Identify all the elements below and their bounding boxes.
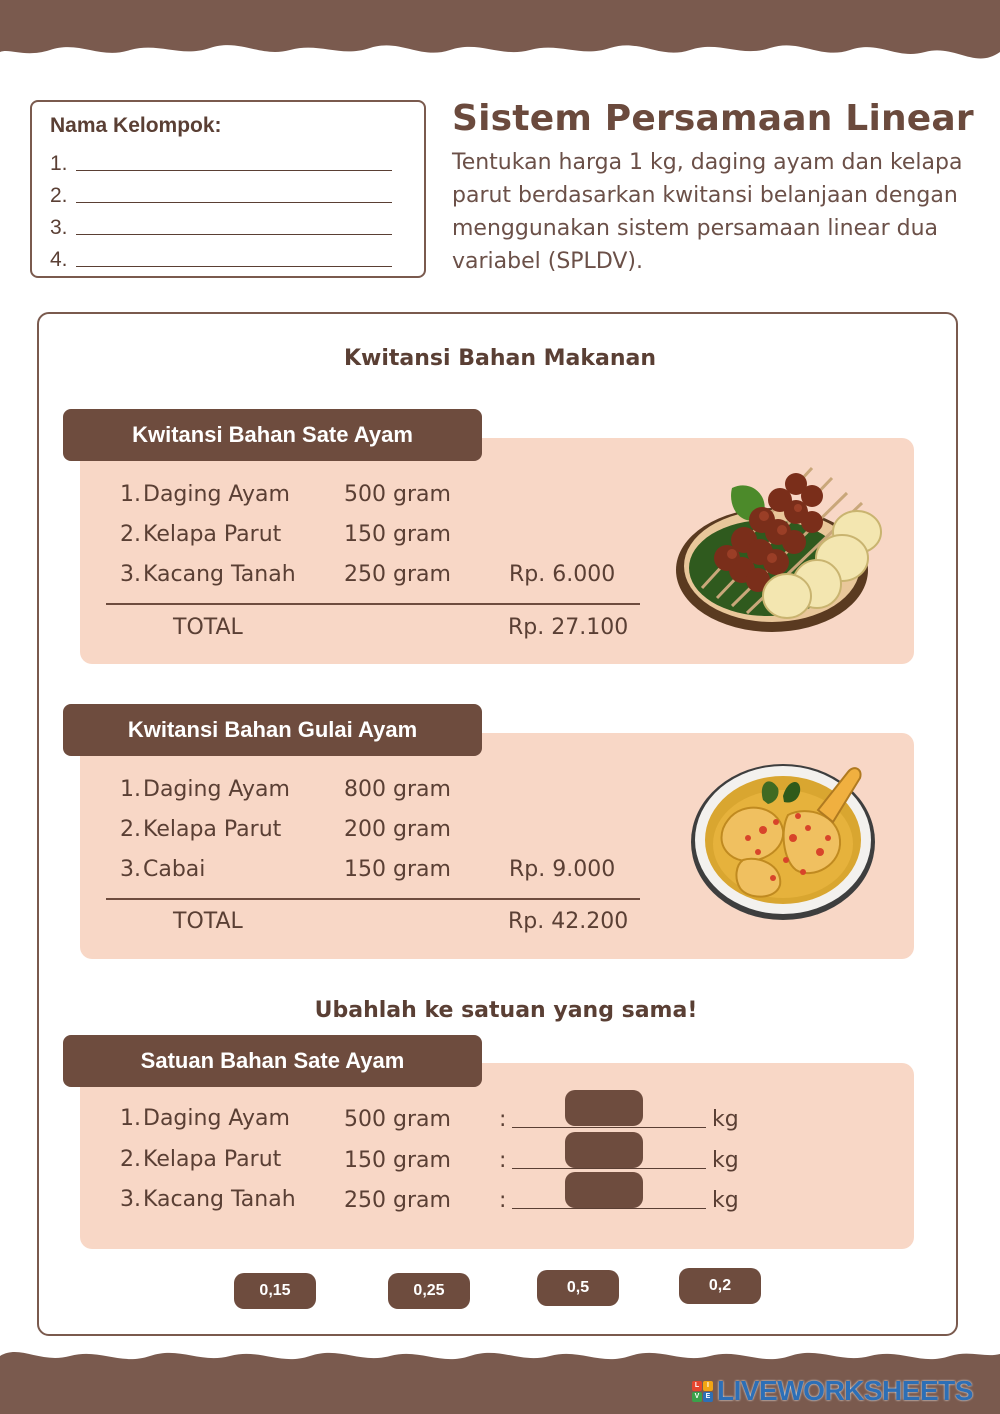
receipt-gulai-tab: Kwitansi Bahan Gulai Ayam bbox=[63, 704, 482, 756]
conversion-instruction: Ubahlah ke satuan yang sama! bbox=[314, 998, 698, 1023]
receipt-sate-item-qty: 500 gram bbox=[344, 482, 451, 507]
conversion-drop-zone-3[interactable] bbox=[565, 1172, 643, 1208]
group-member-line-4[interactable]: 4. bbox=[50, 240, 406, 272]
receipt-sate-item-num: 3. bbox=[120, 562, 141, 587]
conversion-unit: kg bbox=[712, 1148, 739, 1173]
conversion-item-name: Kelapa Parut bbox=[143, 1147, 282, 1172]
receipt-sate-tab: Kwitansi Bahan Sate Ayam bbox=[63, 409, 482, 461]
gulai-ayam-illustration-icon bbox=[688, 760, 883, 925]
receipt-sate-item-num: 2. bbox=[120, 522, 141, 547]
group-member-line-2[interactable]: 2. bbox=[50, 176, 406, 208]
conversion-colon: : bbox=[499, 1188, 507, 1213]
conversion-item-qty: 500 gram bbox=[344, 1107, 451, 1132]
conversion-item-qty: 150 gram bbox=[344, 1148, 451, 1173]
receipt-gulai-item-qty: 150 gram bbox=[344, 857, 451, 882]
answer-chip-0-15[interactable]: 0,15 bbox=[234, 1273, 316, 1309]
receipt-sate-item-qty: 250 gram bbox=[344, 562, 451, 587]
receipt-sate-divider bbox=[106, 603, 640, 605]
group-name-title: Nama Kelompok: bbox=[50, 114, 222, 137]
receipt-sate-item-price: Rp. 6.000 bbox=[509, 562, 616, 587]
conversion-unit: kg bbox=[712, 1107, 739, 1132]
top-wave-decoration bbox=[0, 0, 1000, 75]
conversion-item-name: Daging Ayam bbox=[143, 1106, 290, 1131]
receipt-gulai-item-name: Kelapa Parut bbox=[143, 817, 282, 842]
receipt-sate-item-qty: 150 gram bbox=[344, 522, 451, 547]
conversion-item-name: Kacang Tanah bbox=[143, 1187, 296, 1212]
receipt-gulai-item-num: 2. bbox=[120, 817, 141, 842]
receipt-gulai-item-price: Rp. 9.000 bbox=[509, 857, 616, 882]
group-member-line-1[interactable]: 1. bbox=[50, 144, 406, 176]
group-member-line-3[interactable]: 3. bbox=[50, 208, 406, 240]
conversion-tab: Satuan Bahan Sate Ayam bbox=[63, 1035, 482, 1087]
answer-chip-0-25[interactable]: 0,25 bbox=[388, 1273, 470, 1309]
conversion-answer-line-1 bbox=[512, 1127, 706, 1128]
panel-heading: Kwitansi Bahan Makanan bbox=[343, 346, 657, 371]
receipt-sate-item-name: Daging Ayam bbox=[143, 482, 290, 507]
receipt-sate-item-num: 1. bbox=[120, 482, 141, 507]
conversion-answer-line-3 bbox=[512, 1208, 706, 1209]
receipt-gulai-item-name: Cabai bbox=[143, 857, 206, 882]
receipt-sate-item-name: Kacang Tanah bbox=[143, 562, 296, 587]
conversion-colon: : bbox=[499, 1107, 507, 1132]
sate-ayam-illustration-icon bbox=[672, 458, 887, 638]
conversion-drop-zone-2[interactable] bbox=[565, 1132, 643, 1168]
receipt-gulai-divider bbox=[106, 898, 640, 900]
page-description: Tentukan harga 1 kg, daging ayam dan kelapa parut berdasarkan kwitansi belanjaan dengan menggunakan sistem persamaan linear dua variabel (SPLDV). bbox=[452, 150, 963, 274]
receipt-gulai-item-num: 1. bbox=[120, 777, 141, 802]
conversion-colon: : bbox=[499, 1148, 507, 1173]
conversion-item-num: 3. bbox=[120, 1187, 141, 1212]
receipt-gulai-total-label: TOTAL bbox=[173, 909, 243, 934]
receipt-sate-item-name: Kelapa Parut bbox=[143, 522, 282, 547]
receipt-gulai-item-name: Daging Ayam bbox=[143, 777, 290, 802]
receipt-gulai-item-qty: 200 gram bbox=[344, 817, 451, 842]
conversion-answer-line-2 bbox=[512, 1168, 706, 1169]
conversion-item-num: 1. bbox=[120, 1106, 141, 1131]
receipt-sate-total-label: TOTAL bbox=[173, 615, 243, 640]
receipt-sate-total-value: Rp. 27.100 bbox=[508, 615, 629, 640]
receipt-gulai-item-num: 3. bbox=[120, 857, 141, 882]
liveworksheets-logo-icon: L I V E bbox=[692, 1381, 713, 1402]
conversion-item-qty: 250 gram bbox=[344, 1188, 451, 1213]
conversion-unit: kg bbox=[712, 1188, 739, 1213]
conversion-item-num: 2. bbox=[120, 1147, 141, 1172]
conversion-drop-zone-1[interactable] bbox=[565, 1090, 643, 1126]
receipt-gulai-total-value: Rp. 42.200 bbox=[508, 909, 629, 934]
receipt-gulai-item-qty: 800 gram bbox=[344, 777, 451, 802]
liveworksheets-logo bbox=[692, 1375, 973, 1407]
liveworksheets-logo-text: LIVEWORKSHEETS bbox=[717, 1375, 973, 1406]
answer-chip-0-5[interactable]: 0,5 bbox=[537, 1270, 619, 1306]
answer-chip-0-2[interactable]: 0,2 bbox=[679, 1268, 761, 1304]
group-name-box bbox=[30, 100, 426, 278]
page-title: Sistem Persamaan Linear bbox=[452, 98, 974, 139]
